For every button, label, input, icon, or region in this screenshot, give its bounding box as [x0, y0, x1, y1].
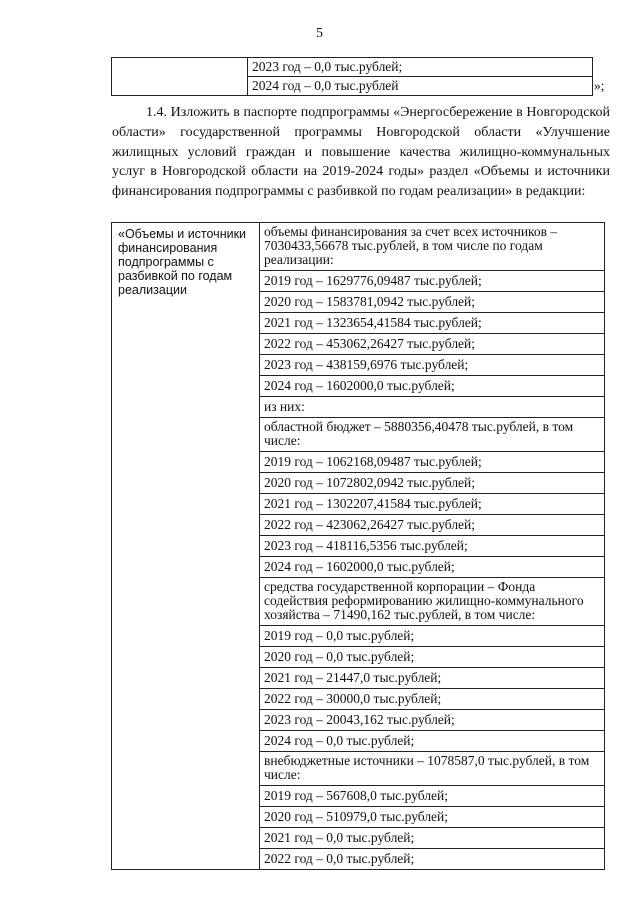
table-line: 2023 год – 20043,162 тыс.рублей; [260, 709, 604, 730]
table-line: 2019 год – 1629776,09487 тыс.рублей; [260, 270, 604, 291]
table-line: 2022 год – 453062,26427 тыс.рублей; [260, 333, 604, 354]
table-line: 2022 год – 0,0 тыс.рублей; [260, 848, 604, 869]
amendment-paragraph [112, 103, 610, 202]
table-line: 2019 год – 1062168,09487 тыс.рублей; [260, 451, 604, 472]
financing-label-cell: «Объемы и источники финансирования подпрограммы с разбивкой по годам реализации [112, 223, 260, 870]
table-line: 2024 год – 0,0 тыс.рублей; [260, 730, 604, 751]
table-line: средства государственной корпорации – Фонда содействия реформированию жилищно-коммунального хозяйства – 71490,162 тыс.рублей, в том числе: [260, 577, 604, 625]
table-line: 2023 год – 438159,6976 тыс.рублей; [260, 354, 604, 375]
table-line: 2021 год – 0,0 тыс.рублей; [260, 827, 604, 848]
top-table [111, 57, 593, 96]
table-line: 2024 год – 1602000,0 тыс.рублей; [260, 375, 604, 396]
page-number: 5 [316, 26, 323, 41]
table-line: 2020 год – 510979,0 тыс.рублей; [260, 806, 604, 827]
table-line: 2021 год – 1302207,41584 тыс.рублей; [260, 493, 604, 514]
financing-table [111, 222, 605, 870]
table-line: 2020 год – 1072802,0942 тыс.рублей; [260, 472, 604, 493]
table-line: 2019 год – 567608,0 тыс.рублей; [260, 785, 604, 806]
top-table-left-cell [112, 58, 248, 96]
paragraph-text: 1.4. Изложить в паспорте подпрограммы «Энергосбережение в Новгородской области» государственной программы Новгородской области «Улучшение жилищных условий граждан и повышение качества жилищно-коммунальных услуг в Новгородской области на 2019-2024 годы» раздел «Объемы и источники финансирования подпрограммы с разбивкой по годам реализации» в редакции: [112, 105, 610, 200]
table-line: 2023 год – 418116,5356 тыс.рублей; [260, 535, 604, 556]
financing-values-cell [260, 223, 605, 870]
table-line: 2022 год – 423062,26427 тыс.рублей; [260, 514, 604, 535]
table-line: 2019 год – 0,0 тыс.рублей; [260, 625, 604, 646]
table-line: 2022 год – 30000,0 тыс.рублей; [260, 688, 604, 709]
closing-quote: »; [594, 78, 605, 93]
table-line: внебюджетные источники – 1078587,0 тыс.рублей, в том числе: [260, 751, 604, 785]
table-line: 2024 год – 0,0 тыс.рублей [248, 76, 592, 95]
top-table-right-cell [248, 58, 593, 96]
table-line: 2020 год – 1583781,0942 тыс.рублей; [260, 291, 604, 312]
table-line: объемы финансирования за счет всех источников – 7030433,56678 тыс.рублей, в том числе по годам реализации: [264, 224, 558, 267]
table-line: 2023 год – 0,0 тыс.рублей; [252, 59, 403, 74]
table-line: 2021 год – 1323654,41584 тыс.рублей; [260, 312, 604, 333]
table-line: 2024 год – 1602000,0 тыс.рублей; [260, 556, 604, 577]
table-line: областной бюджет – 5880356,40478 тыс.рублей, в том числе: [260, 417, 604, 451]
table-line: из них: [260, 396, 604, 417]
table-line: 2021 год – 21447,0 тыс.рублей; [260, 667, 604, 688]
table-line: 2020 год – 0,0 тыс.рублей; [260, 646, 604, 667]
